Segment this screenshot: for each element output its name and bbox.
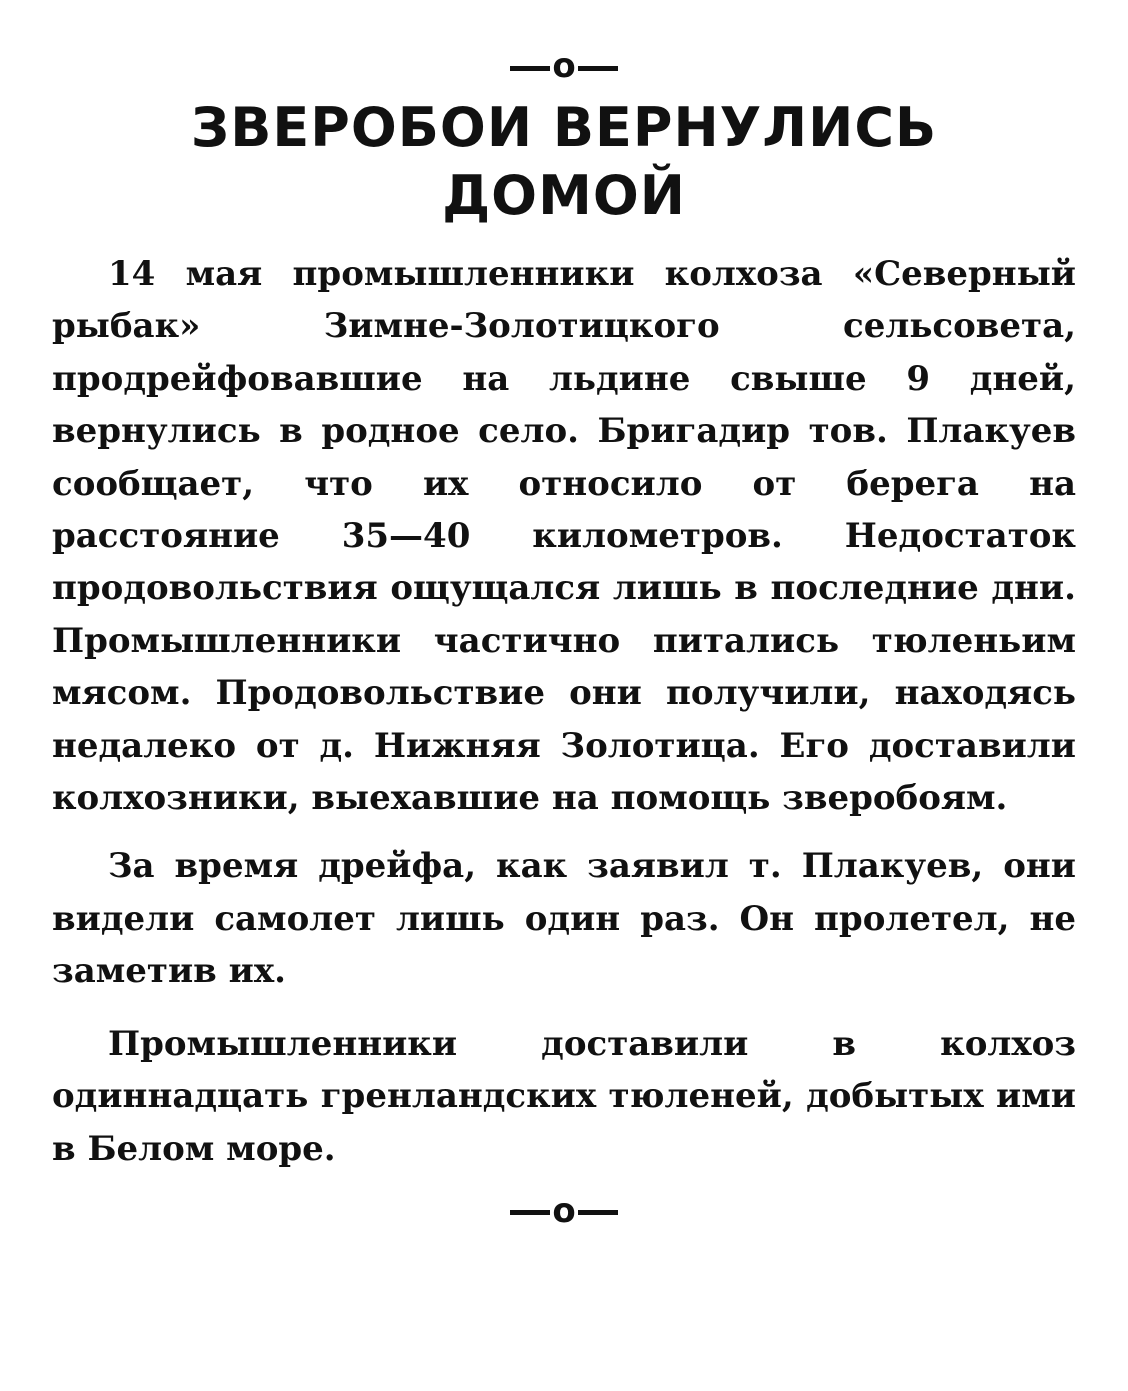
paragraph-2: За время дрейфа, как заявил т. Плакуев, они видели самолет лишь один раз. Он пролетел, не заметив их. xyxy=(52,846,1076,992)
separator-dash-left xyxy=(510,1210,550,1215)
separator-circle: o xyxy=(552,1190,576,1231)
paragraph-1: 14 мая промышленники колхоза «Северный рыбак» Зимне-Золотицкого сельсовета, продрейфовавшие на льдине свыше 9 дней, вернулись в родное село. Бригадир тов. Плакуев сообщает, что их относило от берега на расстояние 35—40 километров. Недостаток продовольствия ощущался лишь в последние дни. Промышленники частично питались тюленьим мясом. Продовольствие они получили, находясь недалеко от д. Нижняя Золотица. Его доставили колхозники, выехавшие на помощь зверобоям. xyxy=(52,254,1076,819)
bottom-separator xyxy=(52,1190,1076,1233)
paragraph-3: Промышленники доставили в колхоз одиннадцать гренландских тюленей, добытых ими в Белом море. xyxy=(52,1023,1076,1169)
separator-dash-right xyxy=(578,66,618,71)
headline-line-1: ЗВЕРОБОИ ВЕРНУЛИСЬ xyxy=(190,96,938,159)
separator-circle: o xyxy=(552,46,576,86)
headline-line-2: ДОМОЙ xyxy=(442,164,686,227)
top-separator xyxy=(52,48,1076,88)
article-headline xyxy=(52,94,1076,230)
article-body xyxy=(52,248,1076,1175)
separator-dash-left xyxy=(510,66,550,71)
separator-dash-right xyxy=(578,1210,618,1215)
